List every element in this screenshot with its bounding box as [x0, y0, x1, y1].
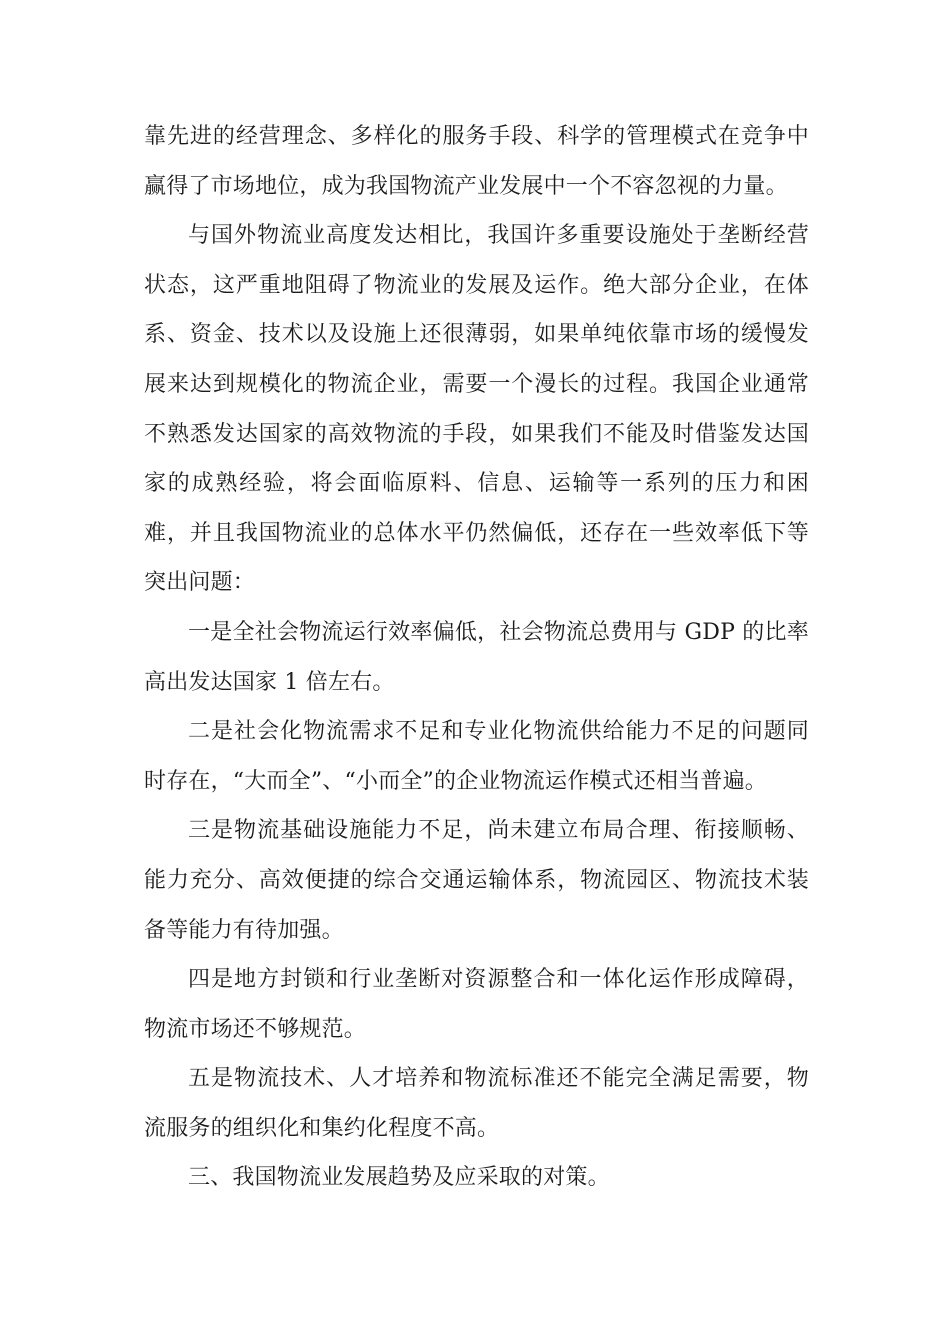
paragraph-problem-2: 二是社会化物流需求不足和专业化物流供给能力不足的问题同时存在，“大而全”、“小而全”的企业物流运作模式还相当普遍。 [144, 719, 809, 794]
paragraph-problem-5: 五是物流技术、人才培养和物流标准还不能完全满足需要，物流服务的组织化和集约化程度不高。 [144, 1066, 809, 1141]
document-body [144, 112, 809, 1203]
paragraph-problem-3: 三是物流基础设施能力不足，尚未建立布局合理、衔接顺畅、能力充分、高效便捷的综合交通运输体系，物流园区、物流技术装备等能力有待加强。 [144, 818, 809, 943]
section-heading-3: 三、我国物流业发展趋势及应采取的对策。 [188, 1165, 610, 1191]
paragraph-problem-4: 四是地方封锁和行业垄断对资源整合和一体化运作形成障碍，物流市场还不够规范。 [144, 967, 809, 1042]
paragraph-logistics-comparison: 与国外物流业高度发达相比，我国许多重要设施处于垄断经营状态，这严重地阻碍了物流业的发展及运作。绝大部分企业，在体系、资金、技术以及设施上还很薄弱，如果单纯依靠市场的缓慢发展来达到规模化的物流企业，需要一个漫长的过程。我国企业通常不熟悉发达国家的高效物流的手段，如果我们不能及时借鉴发达国家的成熟经验，将会面临原料、信息、运输等一系列的压力和困难，并且我国物流业的总体水平仍然偏低，还存在一些效率低下等突出问题： [144, 223, 809, 596]
paragraph-problem-1: 一是全社会物流运行效率偏低，社会物流总费用与 GDP 的比率高出发达国家 1 倍左右。 [144, 619, 809, 695]
paragraph-continuation: 靠先进的经营理念、多样化的服务手段、科学的管理模式在竞争中赢得了市场地位，成为我国物流产业发展中一个不容忽视的力量。 [144, 124, 809, 199]
